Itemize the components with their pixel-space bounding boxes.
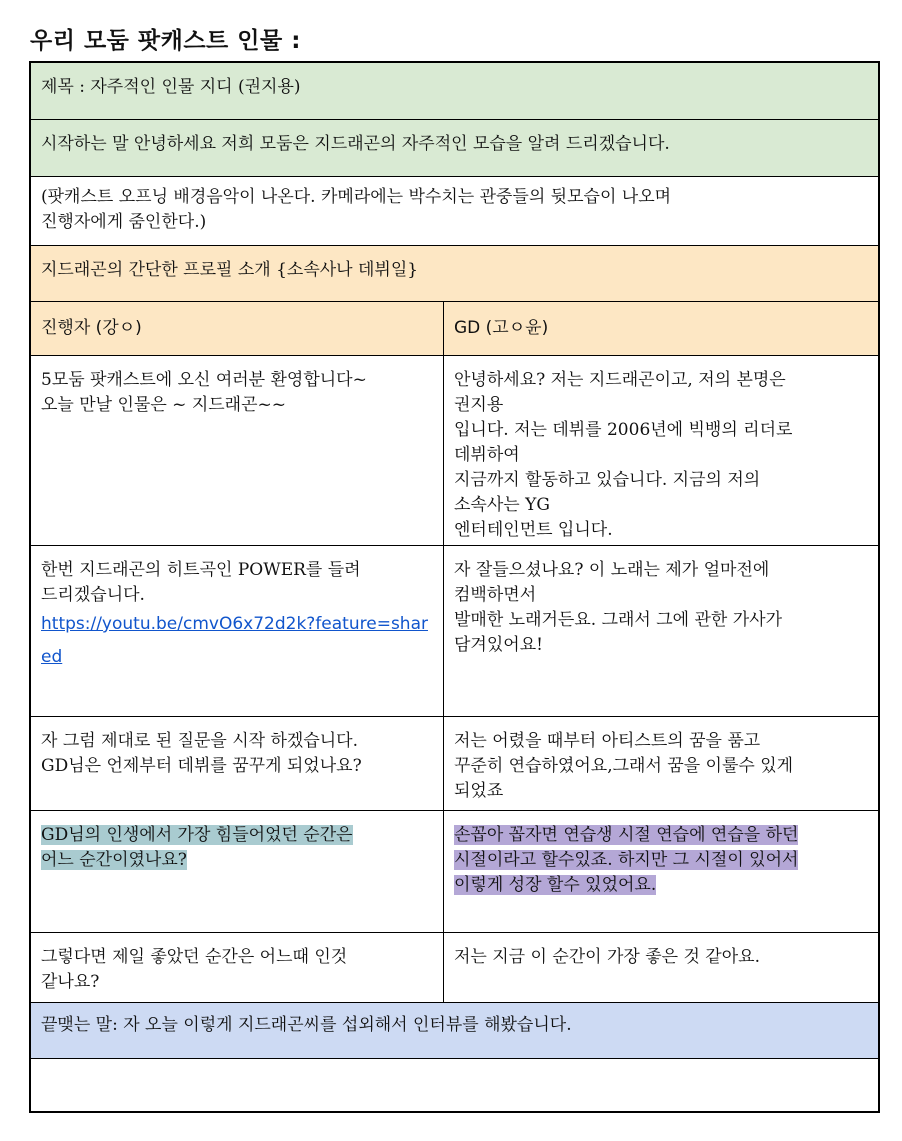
guest-text: 권지용 <box>454 395 504 415</box>
host-text: 5모둠 팟캐스트에 오신 여러분 환영합니다~ <box>41 370 367 390</box>
guest-header: GD (고ㅇ윤) <box>454 318 549 338</box>
guest-text: 자 잘들으셨나요? 이 노래는 제가 얼마전에 <box>454 560 770 580</box>
guest-text: 입니다. 저는 데뷔를 2006년에 빅뱅의 리더로 <box>454 420 793 440</box>
closing-row <box>31 1003 878 1059</box>
highlighted-guest-text: 손꼽아 꼽자면 연습생 시절 연습에 연습을 하던 <box>454 825 799 845</box>
guest-text: 발매한 노래거든요. 그래서 그에 관한 가사가 <box>454 610 783 630</box>
youtube-link[interactable]: https://youtu.be/cmvO6x72d2k?feature=shared <box>41 614 428 667</box>
title-row <box>31 63 878 120</box>
intro-text: 시작하는 말 안녕하세요 저희 모둠은 지드래곤의 자주적인 모습을 알려 드리겠습니다. <box>41 134 670 154</box>
guest-text: 안녕하세요? 저는 지드래곤이고, 저의 본명은 <box>454 370 786 390</box>
host-text: 오늘 만날 인물은 ~ 지드래곤~~ <box>41 395 286 415</box>
guest-line <box>444 811 878 932</box>
title-text: 제목 : 자주적인 인물 지디 (권지용) <box>41 77 301 97</box>
highlighted-host-text: 어느 순간이였나요? <box>41 850 187 870</box>
guest-line <box>444 933 878 1002</box>
intro-row <box>31 120 878 177</box>
guest-line <box>444 546 878 716</box>
stage-line: (팟캐스트 오프닝 배경음악이 나온다. 카메라에는 박수치는 관중들의 뒷모습이 나오며 <box>41 187 672 207</box>
guest-text: 데뷔하여 <box>454 445 520 465</box>
host-line <box>31 811 444 932</box>
host-line <box>31 356 444 545</box>
stage-line: 진행자에게 줌인한다.) <box>41 212 207 232</box>
guest-line <box>444 356 878 545</box>
host-text: 드리겠습니다. <box>41 585 145 605</box>
host-line <box>31 546 444 716</box>
closing-text: 끝맺는 말: 자 오늘 이렇게 지드래곤씨를 섭외해서 인터뷰를 해봤습니다. <box>41 1015 572 1035</box>
host-text: GD님은 언제부터 데뷔를 꿈꾸게 되었나요? <box>41 756 362 776</box>
guest-text: 되었죠 <box>454 781 504 801</box>
stage-direction-text <box>31 177 681 245</box>
highlighted-host-text: GD님의 인생에서 가장 힘들어었던 순간은 <box>41 825 353 845</box>
guest-line <box>444 717 878 810</box>
profile-text: 지드래곤의 간단한 프로필 소개 {소속사나 데뷔일} <box>41 260 419 280</box>
guest-text: 엔터테인먼트 입니다. <box>454 520 613 540</box>
highlighted-guest-text: 이렇게 성장 할수 있었어요. <box>454 875 657 895</box>
guest-text: 소속사는 YG <box>454 495 550 515</box>
dialogue-row <box>31 933 878 1003</box>
host-text: 그렇다면 제일 좋았던 순간은 어느때 인것 <box>41 947 348 967</box>
host-line <box>31 717 444 810</box>
dialogue-row <box>31 717 878 811</box>
guest-text: 꾸준히 연습하였어요,그래서 꿈을 이룰수 있게 <box>454 756 794 776</box>
profile-row <box>31 246 878 302</box>
host-text: 같나요? <box>41 972 100 992</box>
guest-text: 담겨있어요! <box>454 635 543 655</box>
host-line <box>31 933 444 1002</box>
guest-text: 지금까지 할동하고 있습니다. 지금의 저의 <box>454 470 761 490</box>
host-text: 한번 지드래곤의 히트곡인 POWER를 들려 <box>41 560 361 580</box>
speaker-header-row <box>31 302 878 356</box>
empty-row <box>31 1059 878 1111</box>
guest-text: 컴백하면서 <box>454 585 537 605</box>
podcast-script-table <box>29 61 880 1113</box>
page-title: 우리 모둠 팟캐스트 인물 : <box>30 28 301 54</box>
guest-text: 저는 지금 이 순간이 가장 좋은 것 같아요. <box>454 947 760 967</box>
dialogue-row <box>31 356 878 546</box>
stage-direction-row <box>31 177 878 246</box>
dialogue-row <box>31 546 878 717</box>
dialogue-row <box>31 811 878 933</box>
host-text: 자 그럼 제대로 된 질문을 시작 하겠습니다. <box>41 731 359 751</box>
host-header: 진행자 (강ㅇ) <box>31 302 444 355</box>
highlighted-guest-text: 시절이라고 할수있죠. 하지만 그 시절이 있어서 <box>454 850 799 870</box>
guest-text: 저는 어렸을 때부터 아티스트의 꿈을 품고 <box>454 731 761 751</box>
